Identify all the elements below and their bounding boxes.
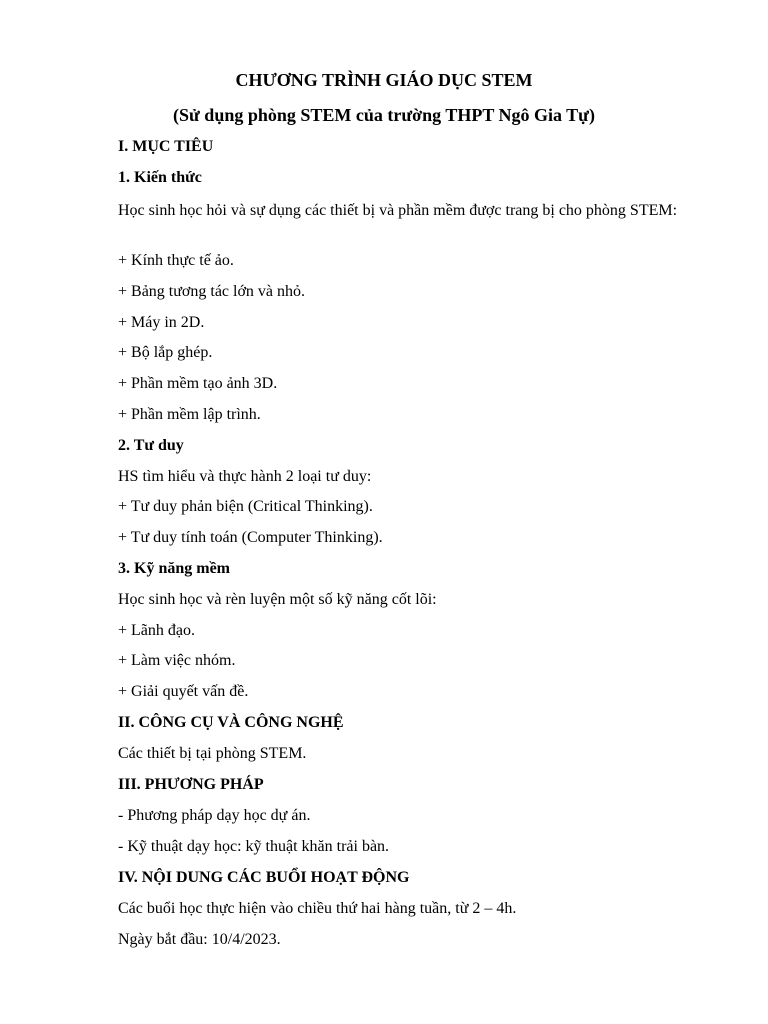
soft-skills-intro: Học sinh học và rèn luyện một số kỹ năng cốt lõi: bbox=[118, 591, 437, 608]
knowledge-intro-paragraph: Học sinh học hỏi và sự dụng các thiết bị và phần mềm được trang bị cho phòng STEM: bbox=[118, 202, 678, 219]
knowledge-item-2d-printer: + Máy in 2D. bbox=[118, 314, 205, 331]
subsection-heading-knowledge: 1. Kiến thức bbox=[118, 169, 202, 186]
methods-item-technique: - Kỹ thuật dạy học: kỹ thuật khăn trải bàn. bbox=[118, 838, 390, 855]
knowledge-item-interactive-board: + Bảng tương tác lớn và nhỏ. bbox=[118, 283, 306, 300]
knowledge-item-vr-glasses: + Kính thực tế ảo. bbox=[118, 252, 234, 269]
thinking-item-computational: + Tư duy tính toán (Computer Thinking). bbox=[118, 529, 383, 546]
knowledge-item-assembly-kit: + Bộ lắp ghép. bbox=[118, 344, 213, 361]
soft-skills-item-leadership: + Lãnh đạo. bbox=[118, 622, 195, 639]
tools-text: Các thiết bị tại phòng STEM. bbox=[118, 745, 307, 762]
thinking-intro: HS tìm hiểu và thực hành 2 loại tư duy: bbox=[118, 468, 372, 485]
subsection-heading-soft-skills: 3. Kỹ năng mềm bbox=[118, 560, 230, 577]
knowledge-item-programming-software: + Phần mềm lập trình. bbox=[118, 406, 261, 423]
knowledge-item-3d-software: + Phần mềm tạo ảnh 3D. bbox=[118, 375, 278, 392]
soft-skills-item-problem-solving: + Giải quyết vấn đề. bbox=[118, 683, 249, 700]
section-heading-activities: IV. NỘI DUNG CÁC BUỔI HOẠT ĐỘNG bbox=[118, 869, 410, 886]
thinking-item-critical: + Tư duy phản biện (Critical Thinking). bbox=[118, 498, 373, 515]
section-heading-methods: III. PHƯƠNG PHÁP bbox=[118, 776, 264, 793]
methods-item-project: - Phương pháp dạy học dự án. bbox=[118, 807, 311, 824]
subsection-heading-thinking: 2. Tư duy bbox=[118, 437, 184, 454]
activities-schedule: Các buổi học thực hiện vào chiều thứ hai hàng tuần, từ 2 – 4h. bbox=[118, 900, 517, 917]
soft-skills-item-teamwork: + Làm việc nhóm. bbox=[118, 652, 236, 669]
activities-start-date: Ngày bắt đầu: 10/4/2023. bbox=[118, 931, 281, 948]
document-subtitle: (Sử dụng phòng STEM của trường THPT Ngô Gia Tự) bbox=[173, 105, 595, 125]
section-heading-objectives: I. MỤC TIÊU bbox=[118, 138, 214, 155]
section-heading-tools: II. CÔNG CỤ VÀ CÔNG NGHỆ bbox=[118, 714, 344, 731]
document-title: CHƯƠNG TRÌNH GIÁO DỤC STEM bbox=[235, 70, 533, 90]
